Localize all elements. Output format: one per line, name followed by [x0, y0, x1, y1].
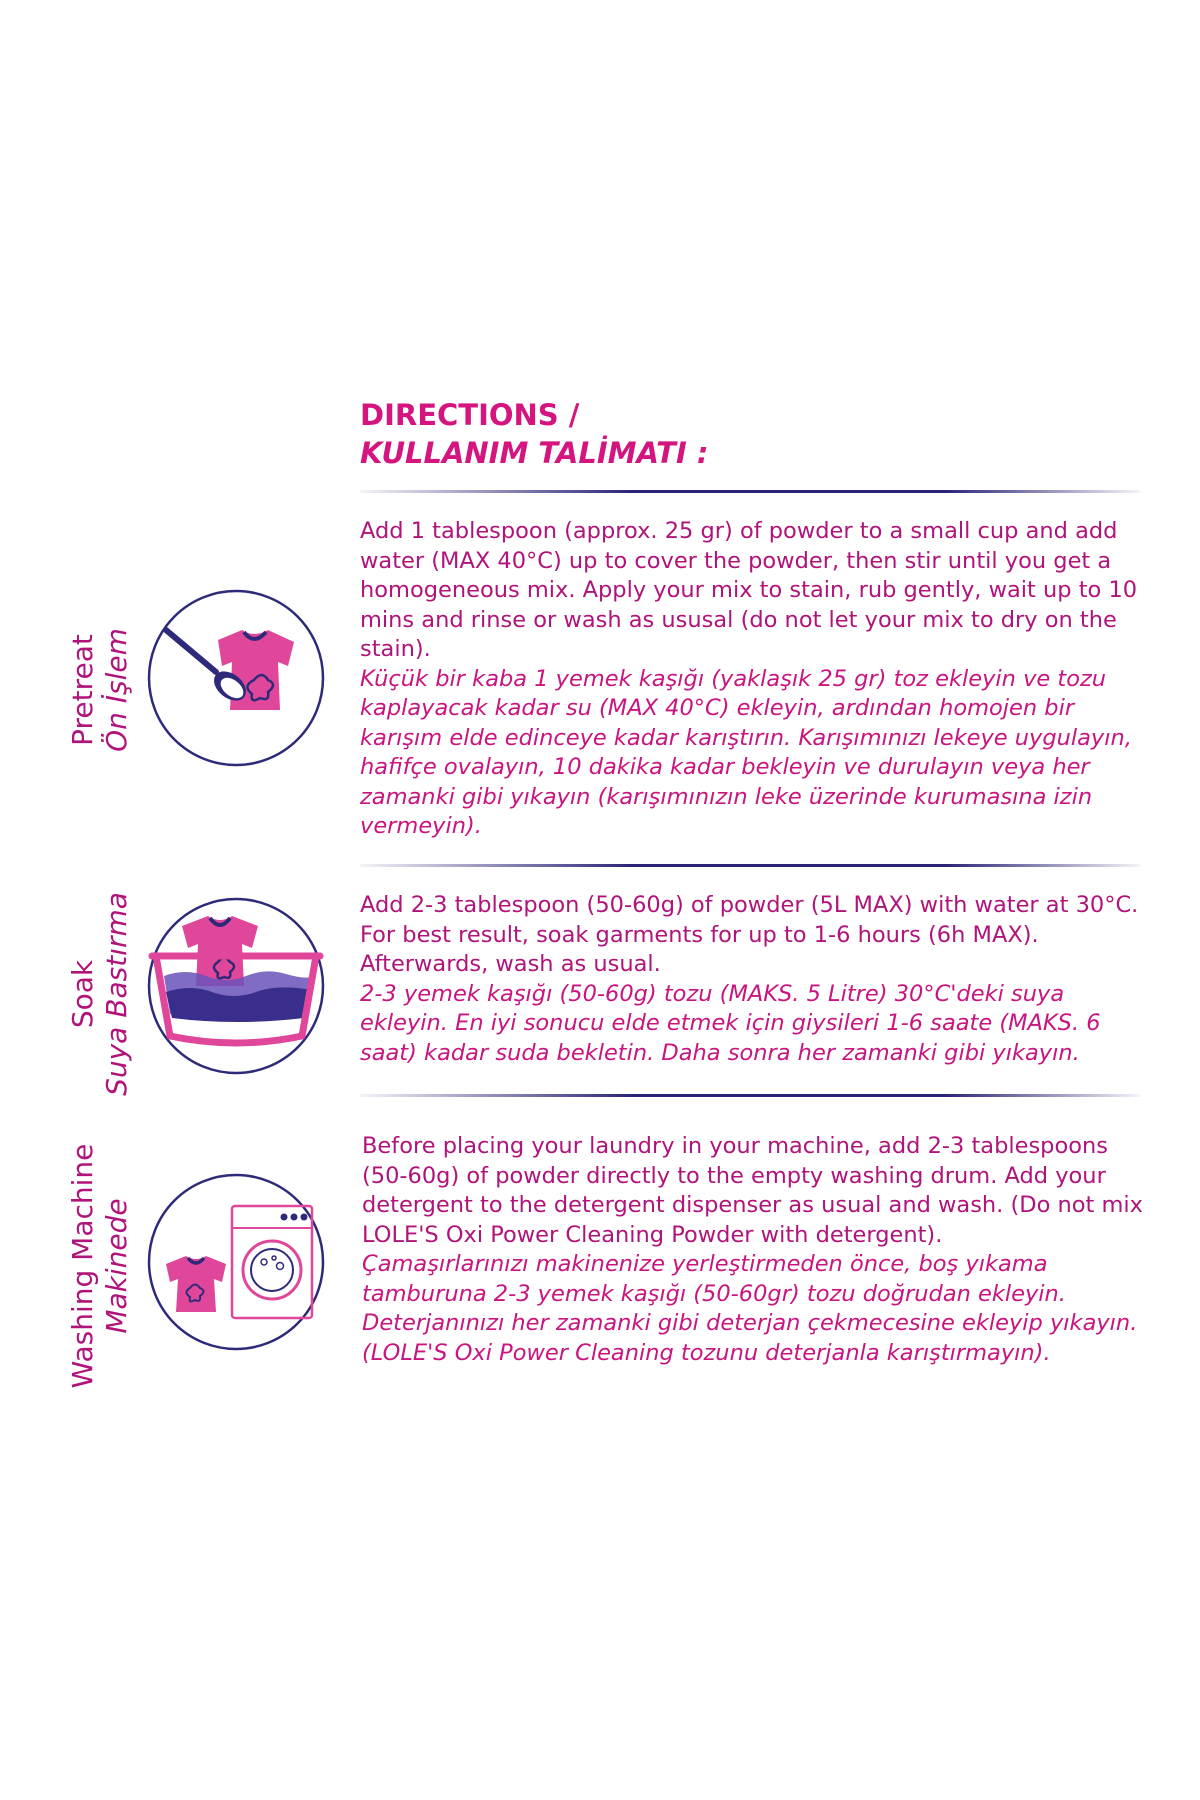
step-text-soak	[360, 891, 1150, 1068]
step-label-tr: Ön İşlem	[100, 628, 133, 752]
step-text-en: Add 1 tablespoon (approx. 25 gr) of powder to a small cup and add water (MAX 40°C) up to cover the powder, then stir until you get a homogeneous mix. Apply your mix to stain, rub gently, wait up to 10 mins and rinse or wash as ususal (do not let your mix to dry on the stain).	[360, 518, 1138, 662]
tshirt-basin-icon	[146, 896, 326, 1076]
divider-top	[360, 490, 1140, 493]
step-label-en: Pretreat	[66, 634, 99, 746]
divider-middle-2	[360, 1094, 1140, 1097]
step-text-washing-machine	[362, 1132, 1152, 1368]
step-label-en: Washing Machine	[66, 1143, 99, 1389]
step-label-soak	[66, 864, 134, 1124]
step-label-washing-machine	[66, 1106, 134, 1426]
step-text-tr: Küçük bir kaba 1 yemek kaşığı (yaklaşık 25 gr) toz ekleyin ve tozu kaplayacak kadar su (MAX 40°C) ekleyin, ardından homojen bir karışım elde edinceye kadar karıştırın. Karışımınızı lekeye uygulayın, hafifçe ovalayın, 10 dakika kadar bekleyin ve durulayın veya her zamanki gibi yıkayın (karışımınızın leke üzerinde kurumasına izin vermeyin).	[360, 665, 1132, 839]
tshirt-spoon-icon	[146, 588, 326, 768]
step-label-en: Soak	[66, 959, 99, 1029]
heading-turkish: KULLANIM TALİMATI :	[360, 436, 709, 470]
step-label-tr: Suya Bastırma	[100, 892, 133, 1096]
heading-english: DIRECTIONS /	[360, 398, 580, 432]
step-text-pretreat	[360, 517, 1150, 842]
step-label-pretreat	[66, 570, 134, 810]
washing-machine-icon	[146, 1172, 326, 1352]
step-text-tr: 2-3 yemek kaşığı (50-60g) tozu (MAKS. 5 Litre) 30°C'deki suya ekleyin. En iyi sonucu elde etmek için giysileri 1-6 saate (MAKS. 6 saat) kadar suda bekletin. Daha sonra her zamanki gibi yıkayın.	[360, 980, 1101, 1066]
step-text-en: Add 2-3 tablespoon (50-60g) of powder (5L MAX) with water at 30°C. For best result, soak garments for up to 1-6 hours (6h MAX). Afterwards, wash as usual.	[360, 892, 1139, 977]
step-text-en: Before placing your laundry in your machine, add 2-3 tablespoons (50-60g) of powder directly to the empty washing drum. Add your detergent to the detergent dispenser as usual and wash. (Do not mix LOLE'S Oxi Power Cleaning Powder with detergent).	[362, 1133, 1143, 1248]
divider-middle-1	[360, 864, 1140, 867]
step-label-tr: Makinede	[100, 1198, 133, 1334]
directions-heading	[360, 396, 708, 472]
step-text-tr: Çamaşırlarınızı makinenize yerleştirmeden önce, boş yıkama tamburuna 2-3 yemek kaşığı (50-60gr) tozu doğrudan ekleyin. Deterjanınızı her zamanki gibi deterjan çekmecesine ekleyip yıkayın. (LOLE'S Oxi Power Cleaning tozunu deterjanla karıştırmayın).	[362, 1251, 1138, 1366]
